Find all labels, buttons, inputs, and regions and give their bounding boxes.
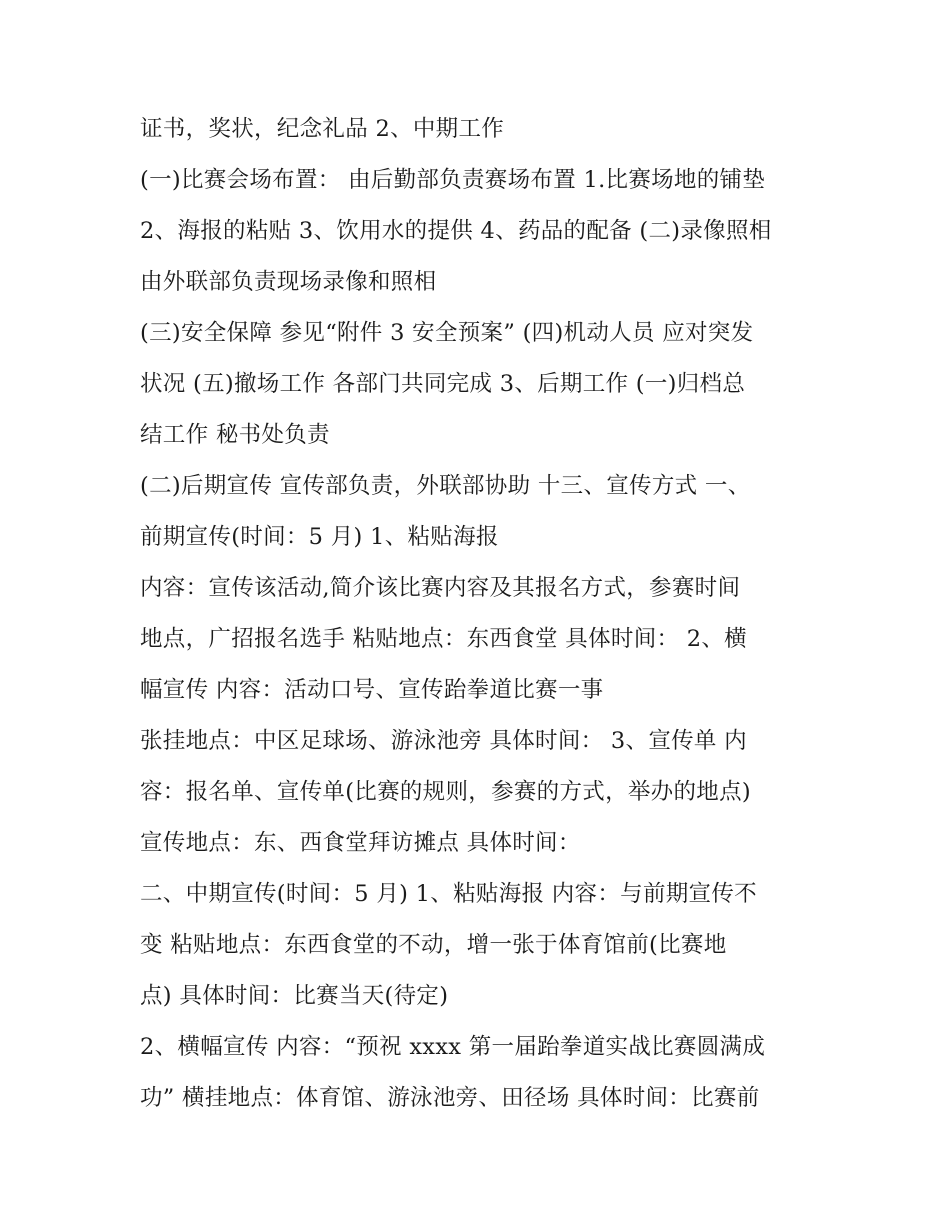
text-line: (二)后期宣传 宣传部负责，外联部协助 十三、宣传方式 一、 [140, 473, 751, 499]
text-line: (三)安全保障 参见“附件 3 安全预案” (四)机动人员 应对突发 [140, 320, 754, 346]
text-line: 二、中期宣传(时间：5 月) 1、粘贴海报 内容：与前期宣传不 [140, 881, 757, 907]
text-line: 前期宣传(时间：5 月) 1、粘贴海报 [140, 524, 499, 550]
text-line: 张挂地点：中区足球场、游泳池旁 具体时间： 3、宣传单 内 [140, 728, 747, 754]
text-line: (一)比赛会场布置： 由后勤部负责赛场布置 1.比赛场地的铺垫 [140, 167, 766, 193]
text-line: 结工作 秘书处负责 [140, 422, 330, 448]
text-line: 地点，广招报名选手 粘贴地点：东西食堂 具体时间： 2、横 [140, 626, 747, 652]
text-line: 状况 (五)撤场工作 各部门共同完成 3、后期工作 (一)归档总 [140, 371, 746, 397]
text-line: 功” 横挂地点：体育馆、游泳池旁、田径场 具体时间：比赛前 [140, 1085, 760, 1111]
text-line: 2、横幅宣传 内容：“预祝 xxxx 第一届跆拳道实战比赛圆满成 [140, 1034, 766, 1060]
document-body [140, 108, 820, 1128]
text-line: 宣传地点：东、西食堂拜访摊点 具体时间： [140, 830, 581, 856]
text-line: 证书，奖状，纪念礼品 2、中期工作 [140, 116, 505, 142]
text-line: 幅宣传 内容：活动口号、宣传跆拳道比赛一事 [140, 677, 604, 703]
text-line: 点) 具体时间：比赛当天(待定) [140, 983, 449, 1009]
text-line: 内容：宣传该活动,简介该比赛内容及其报名方式，参赛时间 [140, 575, 741, 601]
text-line: 由外联部负责现场录像和照相 [140, 269, 437, 295]
text-line: 变 粘贴地点：东西食堂的不动，增一张于体育馆前(比赛地 [140, 932, 727, 958]
text-line: 2、海报的粘贴 3、饮用水的提供 4、药品的配备 (二)录像照相 [140, 218, 772, 244]
text-line: 容：报名单、宣传单(比赛的规则，参赛的方式，举办的地点) [140, 779, 751, 805]
